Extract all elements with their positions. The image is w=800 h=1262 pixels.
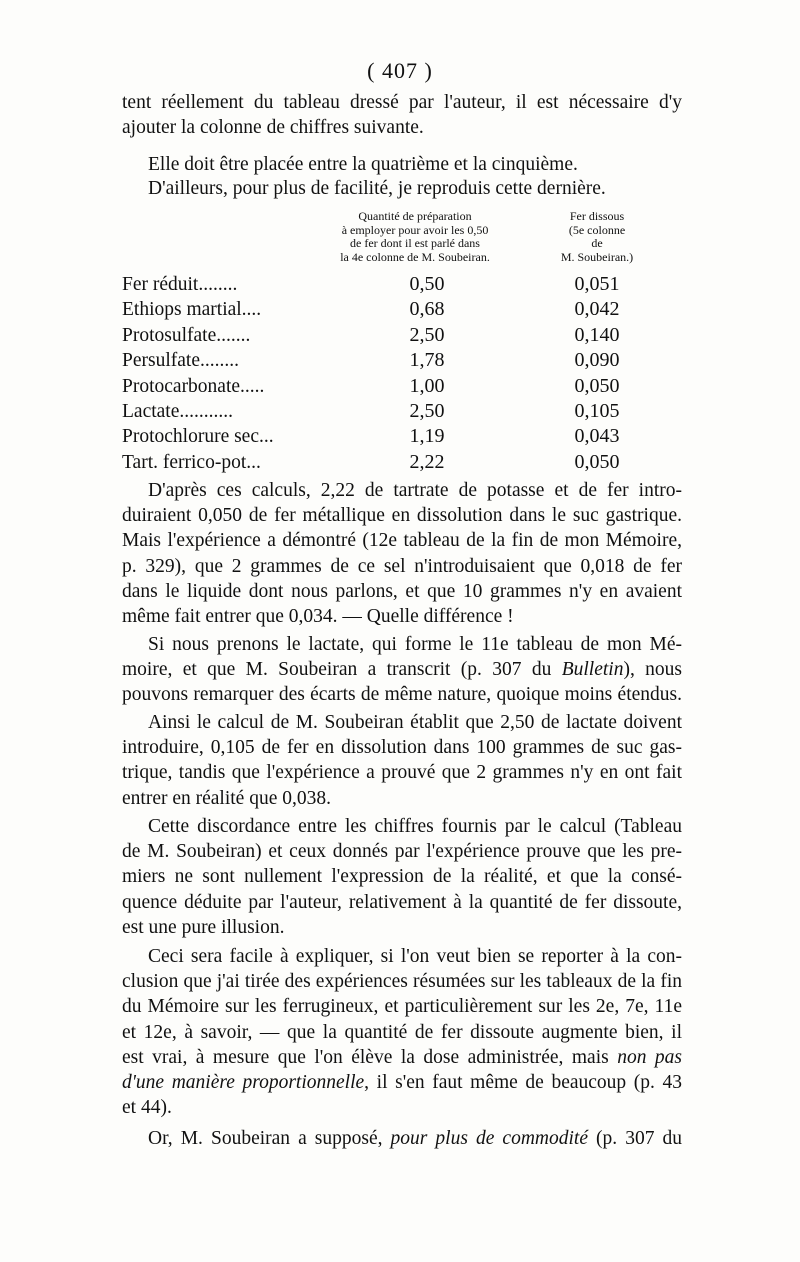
text-line: clusion que j'ai tirée des expériences résumées sur les tableaux de la fin	[122, 971, 682, 993]
preparation-name: Ethiops martial....	[122, 299, 262, 321]
text-line: du Mémoire sur les ferrugineux, et particulièrement sur les 2e, 7e, 11e	[122, 996, 682, 1018]
text-line: Si nous prenons le lactate, qui forme le 11e tableau de mon Mé-	[148, 634, 682, 655]
preparation-name: Protochlorure sec...	[122, 426, 274, 448]
table-row	[122, 348, 682, 373]
header-line: Quantité de préparation	[358, 209, 472, 223]
preparation-name: Protocarbonate.....	[122, 375, 265, 397]
text-line: introduire, 0,105 de fer en dissolution dans 100 grammes de suc gas-	[122, 737, 682, 759]
fer-value: 0,140	[574, 323, 620, 346]
header-line: de	[591, 236, 603, 251]
text-line	[122, 1045, 682, 1070]
table-row	[122, 272, 682, 297]
fer-value: 0,050	[574, 374, 620, 397]
text-line: dans le liquide dont nous parlons, et que 10 grammes n'y en avaient	[122, 580, 682, 602]
text-line	[122, 657, 682, 682]
text-line: de M. Soubeiran) et ceux donnés par l'expérience prouve que les pre-	[122, 841, 682, 863]
italic-text: non pas	[617, 1046, 682, 1068]
text-fragment: (p. 307 du	[588, 1128, 683, 1149]
text-line: Ceci sera facile à expliquer, si l'on veut bien se reporter à la con-	[148, 946, 682, 967]
header-line: (5e colonne	[568, 222, 626, 237]
text-line: D'ailleurs, pour plus de facilité, je reproduis cette dernière.	[148, 178, 606, 199]
table-row	[122, 424, 682, 449]
paragraph-calculs	[122, 478, 682, 629]
fer-value: 0,050	[574, 450, 620, 473]
quantity-value: 2,22	[409, 450, 445, 473]
preparation-name: Lactate...........	[122, 400, 233, 422]
italic-text: Bulletin	[561, 659, 624, 681]
quantity-value: 0,50	[409, 273, 445, 295]
text-fragment: moire, et que M. Soubeiran a transcrit (p. 307 du	[122, 659, 562, 681]
table-row	[122, 323, 682, 348]
text-line: Cette discordance entre les chiffres fournis par le calcul (Tableau	[148, 816, 682, 837]
fer-value: 0,043	[574, 425, 620, 448]
text-line: est une pure illusion.	[122, 916, 285, 938]
fer-value: 0,090	[574, 349, 620, 372]
text-line: D'après ces calculs, 2,22 de tartrate de potasse et de fer intro-	[148, 480, 682, 501]
header-line: M. Soubeiran.)	[560, 249, 634, 264]
fer-value: 0,051	[574, 273, 620, 295]
text-line: trique, tandis que l'expérience a prouvé que 2 grammes n'y en ont fait	[122, 762, 682, 784]
table-row	[122, 374, 682, 399]
paragraph-or	[122, 1126, 682, 1151]
preparation-name: Fer réduit........	[122, 274, 238, 295]
quantity-value: 1,19	[409, 425, 445, 448]
paragraph-lactate	[122, 632, 682, 708]
text-fragment: , il s'en faut même de beaucoup (p. 43	[364, 1072, 683, 1094]
text-line: p. 329), que 2 grammes de ce sel n'introduisaient que 0,018 de fer	[122, 555, 682, 577]
text-line: Elle doit être placée entre la quatrième et la cinquième.	[148, 154, 578, 175]
table-row	[122, 399, 682, 424]
quantity-value: 1,78	[409, 349, 445, 372]
text-fragment: ), nous	[623, 659, 683, 681]
data-table	[122, 272, 682, 475]
quantity-value: 0,68	[409, 298, 445, 321]
facility-paragraph	[148, 176, 682, 201]
text-line: et 12e, à savoir, — que la quantité de fer dissoute augmente bien, il	[122, 1021, 682, 1043]
text-fragment: est vrai, à mesure que l'on élève la dose administrée, mais	[122, 1046, 618, 1068]
header-line: Fer dissous	[569, 209, 625, 223]
table-header	[122, 210, 682, 272]
table-row	[122, 297, 682, 322]
table-row	[122, 450, 682, 475]
quantity-value: 2,50	[409, 323, 445, 346]
quantity-value: 1,00	[409, 374, 445, 397]
text-line: même fait entrer que 0,034. — Quelle différence !	[122, 606, 514, 628]
text-line: et 44).	[122, 1097, 172, 1119]
paragraph-discordance	[122, 814, 682, 940]
preparation-name: Tart. ferrico-pot...	[122, 451, 261, 473]
paragraph-ainsi	[122, 710, 682, 811]
header-line: à employer pour avoir les 0,50	[341, 222, 489, 237]
text-line: tent réellement du tableau dressé par l'auteur, il est nécessaire d'y	[122, 92, 682, 113]
text-line	[122, 1126, 682, 1151]
text-line: quence déduite par l'auteur, relativement à la quantité de fer dissoute,	[122, 891, 682, 913]
text-line: Ainsi le calcul de M. Soubeiran établit que 2,50 de lactate doivent	[148, 712, 682, 733]
placement-paragraph	[148, 152, 682, 177]
fer-value: 0,042	[574, 298, 620, 321]
text-line: miers ne sont nullement l'expression de la réalité, et que la consé-	[122, 866, 682, 888]
header-quantity	[300, 210, 530, 264]
text-line: pouvons remarquer des écarts de même nature, quoique moins étendus.	[122, 684, 682, 706]
intro-paragraph	[122, 90, 682, 140]
preparation-name: Persulfate........	[122, 350, 239, 372]
text-line: duiraient 0,050 de fer métallique en dissolution dans le suc gastrique.	[122, 505, 682, 527]
paragraph-ceci	[122, 944, 682, 1120]
text-fragment: Or, M. Soubeiran a supposé,	[148, 1128, 391, 1149]
preparation-name: Protosulfate.......	[122, 324, 251, 346]
fer-value: 0,105	[574, 399, 620, 422]
quantity-value: 2,50	[409, 399, 445, 422]
header-fer-dissous	[532, 210, 662, 264]
italic-text: d'une manière proportionnelle	[122, 1072, 365, 1094]
text-line: Mais l'expérience a démontré (12e tableau de la fin de mon Mémoire,	[122, 530, 682, 552]
text-line	[122, 1070, 682, 1095]
text-line: ajouter la colonne de chiffres suivante.	[122, 117, 424, 139]
italic-text: pour plus de commodité	[390, 1128, 588, 1149]
header-line: la 4e colonne de M. Soubeiran.	[340, 249, 490, 264]
header-line: de fer dont il est parlé dans	[350, 236, 480, 251]
page-number: ( 407 )	[367, 58, 433, 83]
text-line: entrer en réalité que 0,038.	[122, 787, 331, 809]
